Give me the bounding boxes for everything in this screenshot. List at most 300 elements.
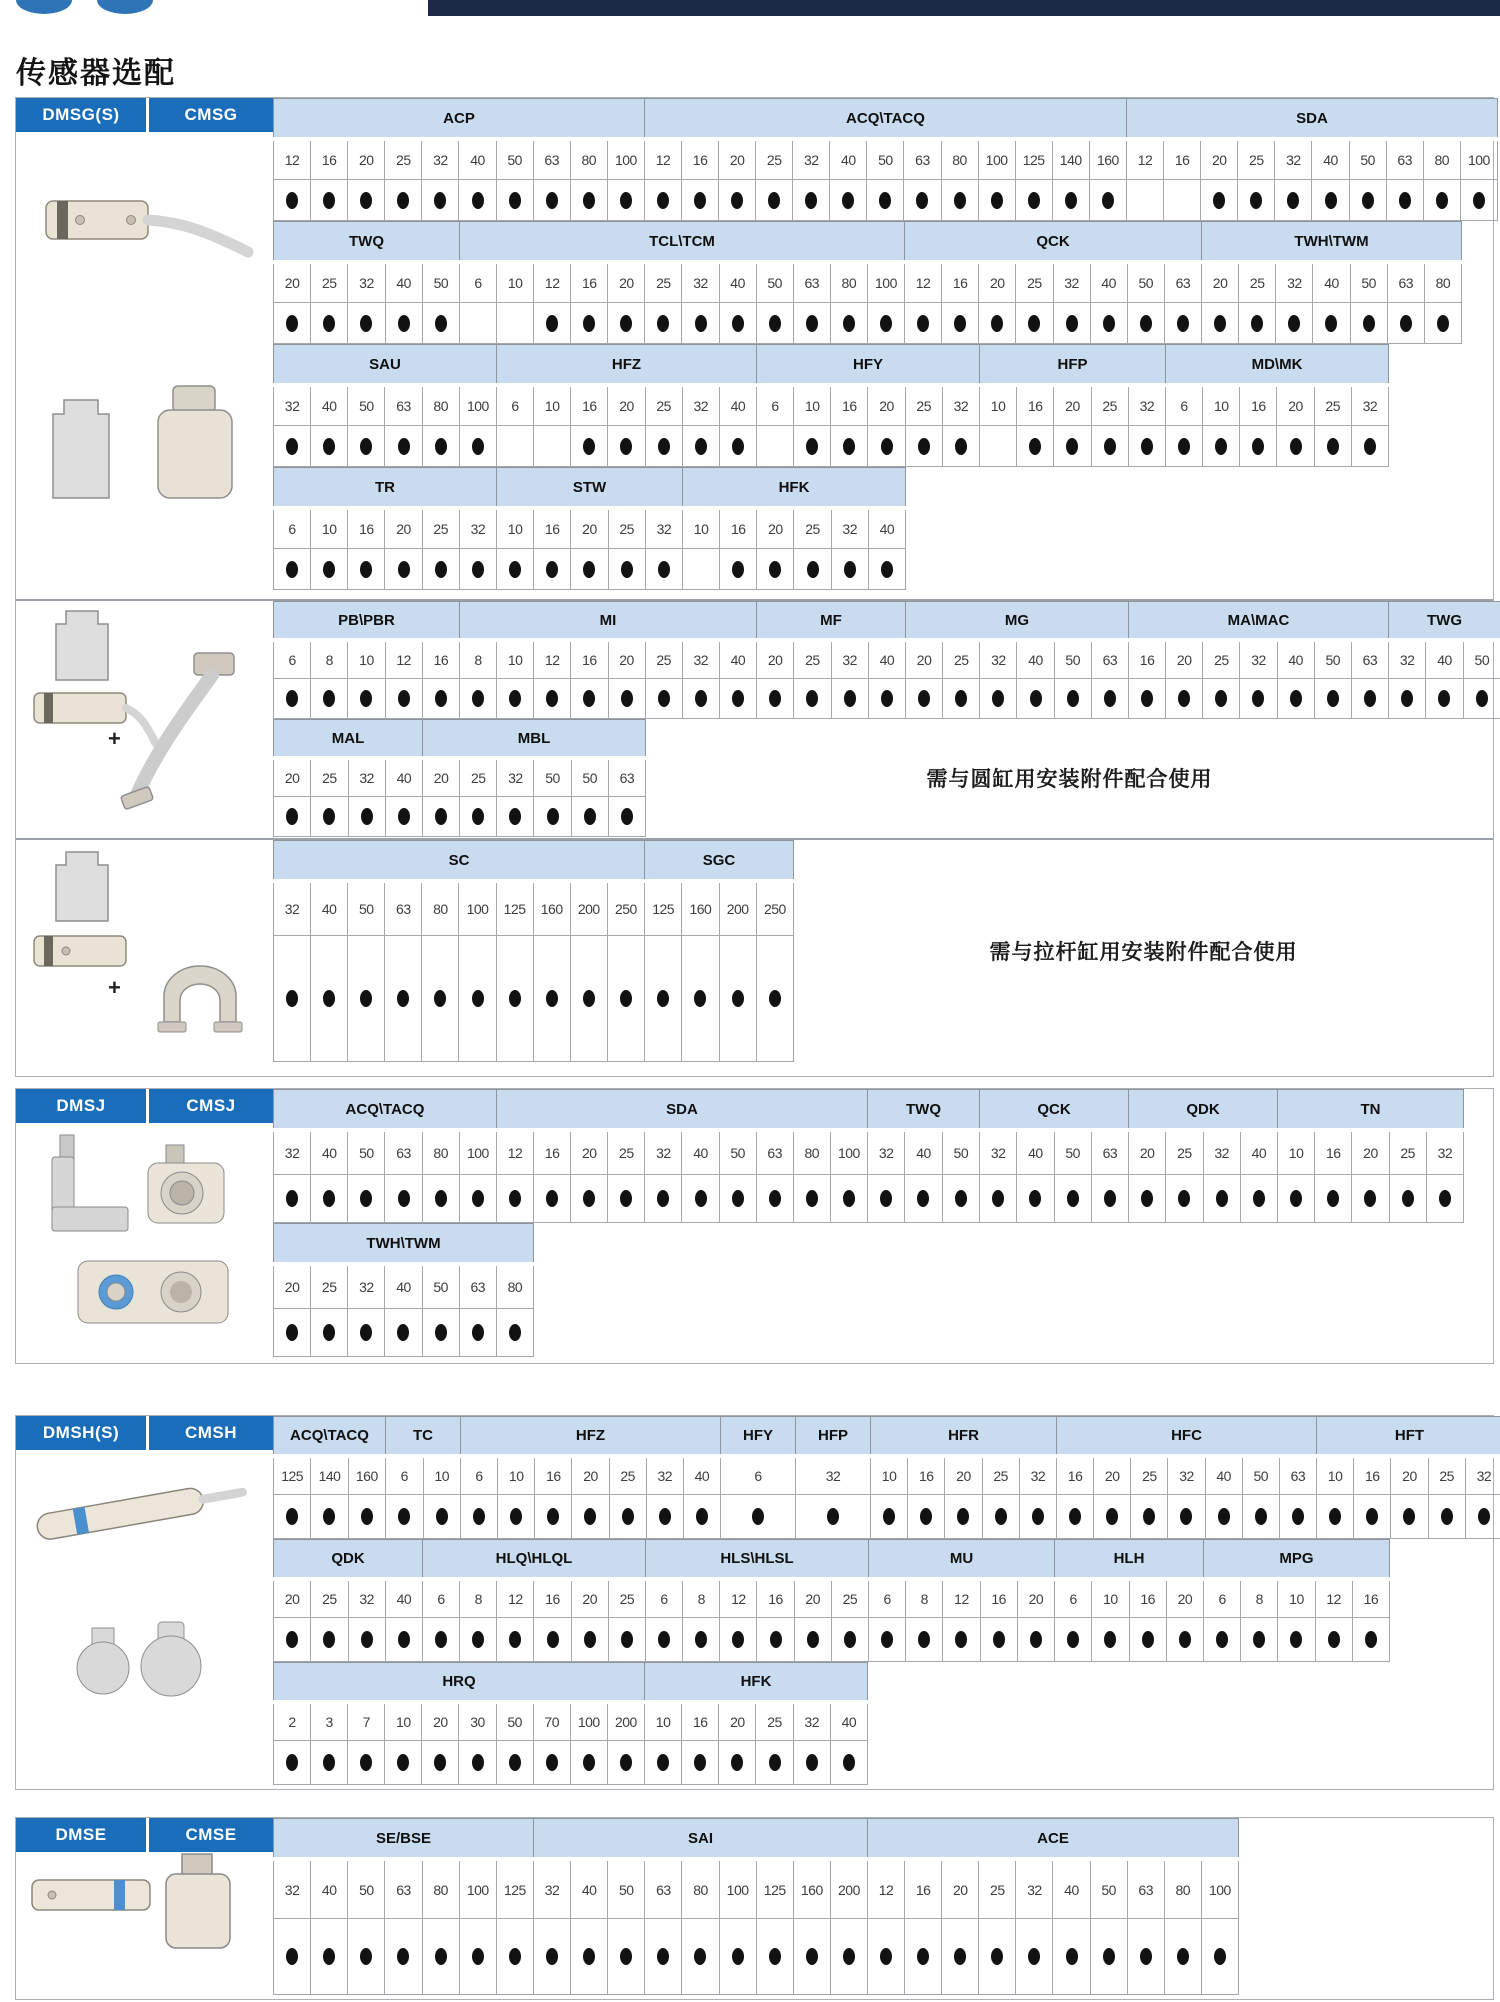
availability-cell — [459, 180, 496, 221]
bore-size-cell: 50 — [1242, 1456, 1279, 1495]
series-header-cell: SDA — [497, 1090, 868, 1131]
available-dot — [323, 1631, 335, 1648]
bore-size-cell: 25 — [1314, 385, 1351, 426]
availability-cell — [682, 180, 719, 221]
availability-cell — [571, 1919, 608, 1995]
available-dot — [1216, 1631, 1228, 1648]
available-dot — [1290, 1631, 1302, 1648]
availability-cell — [422, 549, 459, 590]
availability-cell — [534, 1175, 571, 1223]
availability-cell — [871, 1495, 908, 1539]
bore-size-cell: 16 — [1354, 1456, 1391, 1495]
availability-cell — [459, 1175, 496, 1223]
bore-size-cell: 6 — [274, 640, 311, 679]
available-dot — [472, 561, 484, 578]
bore-size-cell: 16 — [534, 508, 571, 549]
bore-size-cell: 32 — [796, 1456, 871, 1495]
available-dot — [323, 561, 335, 578]
bore-size-cell: 30 — [459, 1702, 496, 1741]
dmsh-compatibility-block — [15, 1415, 1494, 1790]
availability-cell — [1275, 180, 1312, 221]
available-dot — [955, 438, 967, 455]
bore-size-cell: 100 — [459, 881, 496, 936]
available-dot — [286, 690, 298, 707]
series-header-cell: ACP — [274, 99, 645, 140]
available-dot — [546, 192, 558, 209]
availability-cell — [943, 679, 980, 719]
series-header-cell: HFP — [980, 345, 1166, 386]
available-dot — [583, 1754, 595, 1771]
available-dot — [1104, 1190, 1116, 1207]
available-dot — [657, 315, 669, 332]
available-dot — [694, 990, 706, 1007]
bore-size-cell: 80 — [496, 1264, 533, 1309]
available-dot — [323, 1948, 335, 1965]
availability-cell — [571, 1175, 608, 1223]
bore-size-cell: 20 — [571, 1130, 608, 1175]
available-dot — [1067, 690, 1079, 707]
series-header-cell: STW — [497, 468, 683, 509]
available-dot — [583, 438, 595, 455]
availability-row — [274, 936, 794, 1062]
availability-cell — [311, 1618, 348, 1662]
bore-size-cell: 16 — [1017, 385, 1054, 426]
availability-cell — [570, 1741, 607, 1785]
availability-cell — [348, 180, 385, 221]
available-dot — [1215, 438, 1227, 455]
available-dot — [435, 690, 447, 707]
availability-cell — [793, 1919, 830, 1995]
availability-row — [274, 1309, 534, 1357]
available-dot — [323, 1508, 335, 1525]
bore-size-cell: 12 — [905, 262, 942, 303]
series-header-cell: HFR — [871, 1417, 1057, 1457]
available-dot — [731, 1754, 743, 1771]
bore-size-cell: 80 — [422, 1130, 459, 1175]
availability-cell — [683, 1618, 720, 1662]
bore-size-cell: 125 — [756, 1859, 793, 1919]
available-dot — [509, 1631, 521, 1648]
bore-size-cell: 100 — [459, 385, 496, 426]
available-dot — [1214, 1948, 1226, 1965]
availability-cell — [608, 679, 645, 719]
bore-size-cell: 63 — [1091, 640, 1128, 679]
bore-size-cell: 160 — [533, 881, 570, 936]
available-dot — [770, 1631, 782, 1648]
availability-cell — [1202, 303, 1239, 344]
bore-size-cell: 12 — [385, 640, 422, 679]
available-dot — [323, 808, 335, 825]
series-rowset — [273, 1416, 1493, 1539]
available-dot — [1218, 1508, 1230, 1525]
bore-size-cell: 63 — [1127, 1859, 1164, 1919]
availability-cell — [385, 549, 422, 590]
available-dot — [806, 1190, 818, 1207]
available-dot — [472, 690, 484, 707]
bore-size-cell: 32 — [1203, 1130, 1240, 1175]
availability-cell — [719, 1175, 756, 1223]
available-dot — [957, 1508, 969, 1525]
bore-size-cell: 160 — [793, 1859, 830, 1919]
bore-size-cell: 32 — [793, 139, 830, 180]
bore-size-cell: 16 — [1129, 1579, 1166, 1618]
bore-size-cell: 16 — [905, 1859, 942, 1919]
dmsg-section-basic — [16, 98, 1493, 599]
availability-cell — [608, 1175, 645, 1223]
available-dot — [1178, 690, 1190, 707]
dmse-tables — [273, 1818, 1493, 1995]
availability-cell — [1016, 303, 1053, 344]
available-dot — [472, 1754, 484, 1771]
availability-cell — [1164, 303, 1201, 344]
availability-cell — [497, 1618, 534, 1662]
bore-size-cell: 32 — [1465, 1456, 1500, 1495]
bore-size-cell: 32 — [1426, 1130, 1463, 1175]
available-dot — [1067, 1190, 1079, 1207]
availability-cell — [608, 1618, 645, 1662]
bore-size-cell: 100 — [830, 1130, 867, 1175]
available-dot — [1177, 1948, 1189, 1965]
available-dot — [1178, 1190, 1190, 1207]
available-dot — [546, 990, 558, 1007]
availability-cell — [1017, 679, 1054, 719]
bore-size-cell: 40 — [905, 1130, 942, 1175]
bore-size-cell: 6 — [757, 385, 794, 426]
availability-cell — [757, 549, 794, 590]
availability-cell — [793, 1741, 830, 1785]
bore-size-cell: 16 — [682, 139, 719, 180]
availability-cell — [1127, 180, 1164, 221]
available-dot — [657, 192, 669, 209]
bore-size-cell: 32 — [831, 508, 868, 549]
availability-cell — [1389, 1175, 1426, 1223]
available-dot — [918, 438, 930, 455]
bore-size-cell: 20 — [1017, 1579, 1054, 1618]
availability-cell — [1314, 679, 1351, 719]
bore-size-cell: 125 — [1015, 139, 1052, 180]
available-dot — [620, 192, 632, 209]
bore-size-cell: 25 — [1016, 262, 1053, 303]
availability-cell — [1057, 1495, 1094, 1539]
available-dot — [806, 1948, 818, 1965]
series-rowset — [273, 601, 1493, 719]
available-dot — [993, 1631, 1005, 1648]
bore-size-cell: 63 — [385, 1130, 422, 1175]
available-dot — [1069, 1508, 1081, 1525]
bore-size-cell: 12 — [943, 1579, 980, 1618]
available-dot — [659, 1508, 671, 1525]
available-dot — [880, 1190, 892, 1207]
available-dot — [694, 192, 706, 209]
availability-cell — [905, 303, 942, 344]
bore-size-cell: 12 — [534, 640, 571, 679]
availability-cell — [571, 426, 608, 467]
bore-size-cell: 32 — [274, 1859, 311, 1919]
availability-cell — [869, 1618, 906, 1662]
bore-size-cell: 20 — [794, 1579, 831, 1618]
available-dot — [472, 1948, 484, 1965]
bore-size-cell: 16 — [535, 1456, 572, 1495]
series-header-cell: ACQ\TACQ — [645, 99, 1127, 140]
available-dot — [323, 990, 335, 1007]
availability-cell — [1312, 180, 1349, 221]
series-header-cell: MG — [906, 602, 1129, 641]
series-rowset — [273, 1089, 1493, 1223]
bore-size-cell: 20 — [274, 262, 311, 303]
availability-cell — [348, 797, 385, 837]
available-dot — [1402, 1190, 1414, 1207]
available-dot — [1178, 438, 1190, 455]
bore-size-cell: 63 — [1387, 262, 1424, 303]
available-dot — [657, 1948, 669, 1965]
dmsg-left-column — [16, 98, 273, 590]
bore-size-cell: 63 — [608, 758, 645, 797]
availability-cell — [1278, 1618, 1315, 1662]
availability-cell — [497, 426, 534, 467]
available-dot — [843, 315, 855, 332]
availability-cell — [311, 1175, 348, 1223]
mount-accessory-note: 需与圆缸用安装附件配合使用 — [926, 768, 1213, 791]
series-header-row — [274, 1663, 868, 1703]
bore-size-cell: 80 — [830, 262, 867, 303]
availability-cell — [794, 1618, 831, 1662]
available-dot — [806, 315, 818, 332]
available-dot — [1141, 1190, 1153, 1207]
available-dot — [620, 1190, 632, 1207]
plus-sign: + — [108, 975, 121, 1000]
availability-cell — [905, 1175, 942, 1223]
availability-cell — [1164, 1919, 1201, 1995]
bore-size-cell: 80 — [793, 1130, 830, 1175]
bore-size-cell: 12 — [497, 1130, 534, 1175]
series-header-cell: HFY — [757, 345, 980, 386]
available-dot — [879, 192, 891, 209]
availability-cell — [1090, 1919, 1127, 1995]
availability-cell — [720, 549, 757, 590]
availability-cell — [682, 679, 719, 719]
sensor-model-label: CMSG — [149, 98, 273, 132]
bore-size-cell: 25 — [422, 508, 459, 549]
bore-size-cell: 20 — [385, 508, 422, 549]
bore-size-cell: 25 — [943, 640, 980, 679]
available-dot — [1287, 192, 1299, 209]
bore-size-cell: 100 — [459, 1859, 496, 1919]
series-header-cell: MI — [460, 602, 757, 641]
available-dot — [1436, 192, 1448, 209]
bore-size-cell: 6 — [1055, 1579, 1092, 1618]
availability-cell — [348, 1495, 385, 1539]
availability-cell — [608, 549, 645, 590]
bore-size-cell: 160 — [348, 1456, 385, 1495]
available-dot — [286, 808, 298, 825]
bore-size-cell: 16 — [831, 385, 868, 426]
available-dot — [658, 1631, 670, 1648]
availability-cell — [942, 1175, 979, 1223]
availability-cell — [1240, 679, 1277, 719]
availability-cell — [1317, 1495, 1354, 1539]
availability-cell — [459, 1309, 496, 1357]
series-header-row — [274, 468, 906, 509]
availability-cell — [682, 1919, 719, 1995]
bore-size-cell: 63 — [1279, 1456, 1316, 1495]
availability-cell — [1389, 679, 1426, 719]
availability-cell — [497, 679, 534, 719]
dmsg-left-column — [16, 601, 273, 837]
available-dot — [955, 1631, 967, 1648]
available-dot — [1399, 192, 1411, 209]
available-dot — [472, 1324, 484, 1341]
availability-cell — [385, 180, 422, 221]
bore-size-cell: 32 — [1275, 139, 1312, 180]
bore-size-row — [274, 262, 1462, 303]
available-dot — [398, 315, 410, 332]
availability-cell — [497, 303, 534, 344]
series-header-cell: SC — [274, 841, 645, 882]
available-dot — [397, 1948, 409, 1965]
available-dot — [696, 1508, 708, 1525]
availability-cell — [719, 1741, 756, 1785]
availability-cell — [348, 1919, 385, 1995]
availability-cell — [1166, 679, 1203, 719]
available-dot — [472, 990, 484, 1007]
dmsj-compatibility-block — [15, 1088, 1494, 1364]
availability-cell — [385, 797, 422, 837]
bore-size-cell: 80 — [422, 1859, 459, 1919]
availability-cell — [867, 303, 904, 344]
available-dot — [583, 1190, 595, 1207]
bore-size-row — [274, 385, 1389, 426]
available-dot — [1106, 1508, 1118, 1525]
availability-cell — [311, 303, 348, 344]
bore-size-cell: 40 — [868, 640, 905, 679]
dmsg-round-cylinder-tables — [273, 601, 1493, 837]
bore-size-cell: 100 — [867, 262, 904, 303]
bore-size-cell: 25 — [756, 139, 793, 180]
available-dot — [842, 192, 854, 209]
available-dot — [1141, 438, 1153, 455]
bore-size-cell: 16 — [422, 640, 459, 679]
bore-size-cell: 32 — [274, 385, 311, 426]
availability-cell — [385, 936, 422, 1062]
available-dot — [621, 1631, 633, 1648]
bore-size-cell: 32 — [348, 758, 385, 797]
bore-size-cell: 10 — [980, 385, 1017, 426]
availability-cell — [868, 1175, 905, 1223]
availability-cell — [868, 1919, 905, 1995]
available-dot — [434, 990, 446, 1007]
available-dot — [1437, 315, 1449, 332]
available-dot — [1029, 1190, 1041, 1207]
series-header-cell: QCK — [905, 222, 1202, 263]
availability-cell — [1315, 1618, 1352, 1662]
availability-cell — [1203, 1175, 1240, 1223]
bore-size-cell: 50 — [756, 262, 793, 303]
series-header-row — [274, 99, 1498, 140]
series-header-cell: QCK — [980, 1090, 1129, 1131]
availability-cell — [571, 679, 608, 719]
available-dot — [546, 1754, 558, 1771]
bore-size-cell: 40 — [385, 1579, 422, 1618]
compatibility-table — [273, 1539, 1390, 1662]
available-dot — [1438, 690, 1450, 707]
bore-size-row — [274, 1579, 1390, 1618]
available-dot — [472, 192, 484, 209]
availability-cell — [645, 1919, 682, 1995]
top-banner-bar — [428, 0, 1500, 16]
availability-cell — [645, 549, 682, 590]
availability-cell — [571, 797, 608, 837]
availability-cell — [1089, 180, 1126, 221]
availability-cell — [535, 1495, 572, 1539]
bore-size-cell: 20 — [1201, 139, 1238, 180]
available-dot — [323, 1754, 335, 1771]
bore-size-cell: 20 — [423, 758, 460, 797]
availability-cell — [571, 1618, 608, 1662]
compatibility-table — [273, 1089, 1464, 1223]
availability-cell — [1423, 180, 1460, 221]
available-dot — [286, 1324, 298, 1341]
bore-size-cell: 32 — [980, 1130, 1017, 1175]
availability-cell — [348, 936, 385, 1062]
bore-size-cell: 40 — [571, 1859, 608, 1919]
compatibility-table — [273, 1818, 1239, 1995]
dmse-section — [16, 1818, 1493, 1999]
bore-size-cell: 6 — [461, 1456, 498, 1495]
bore-size-cell: 6 — [721, 1456, 796, 1495]
availability-cell — [1352, 1175, 1389, 1223]
availability-cell — [1203, 679, 1240, 719]
series-rowset — [273, 467, 1493, 590]
available-dot — [546, 561, 558, 578]
available-dot — [917, 1190, 929, 1207]
bore-size-cell: 80 — [941, 139, 978, 180]
bore-size-cell: 32 — [348, 262, 385, 303]
series-header-cell: HFC — [1057, 1417, 1317, 1457]
bore-size-cell: 20 — [1166, 640, 1203, 679]
availability-cell — [274, 1618, 311, 1662]
bore-size-cell: 200 — [607, 1702, 644, 1741]
availability-cell — [423, 1618, 460, 1662]
bore-size-cell: 32 — [682, 640, 719, 679]
availability-cell — [1128, 426, 1165, 467]
bore-size-cell: 8 — [460, 1579, 497, 1618]
available-dot — [1030, 1631, 1042, 1648]
series-header-cell: SE/BSE — [274, 1819, 534, 1860]
cylinder-model-label: DMSH(S) — [16, 1416, 146, 1450]
bore-size-cell: 50 — [348, 385, 385, 426]
available-dot — [286, 1508, 298, 1525]
availability-cell — [534, 797, 571, 837]
available-dot — [844, 561, 856, 578]
available-dot — [918, 690, 930, 707]
available-dot — [732, 438, 744, 455]
availability-cell — [534, 303, 571, 344]
available-dot — [1029, 438, 1041, 455]
compatibility-table — [273, 98, 1498, 221]
bore-size-cell: 10 — [1278, 1130, 1315, 1175]
available-dot — [583, 690, 595, 707]
availability-row — [274, 1175, 1464, 1223]
availability-cell — [1166, 1618, 1203, 1662]
availability-cell — [274, 679, 311, 719]
dmsh-tables — [273, 1416, 1493, 1785]
bore-size-cell: 20 — [979, 262, 1016, 303]
available-dot — [435, 315, 447, 332]
availability-cell — [756, 936, 793, 1062]
availability-cell — [385, 679, 422, 719]
available-dot — [1364, 1190, 1376, 1207]
bore-size-cell: 20 — [348, 139, 385, 180]
